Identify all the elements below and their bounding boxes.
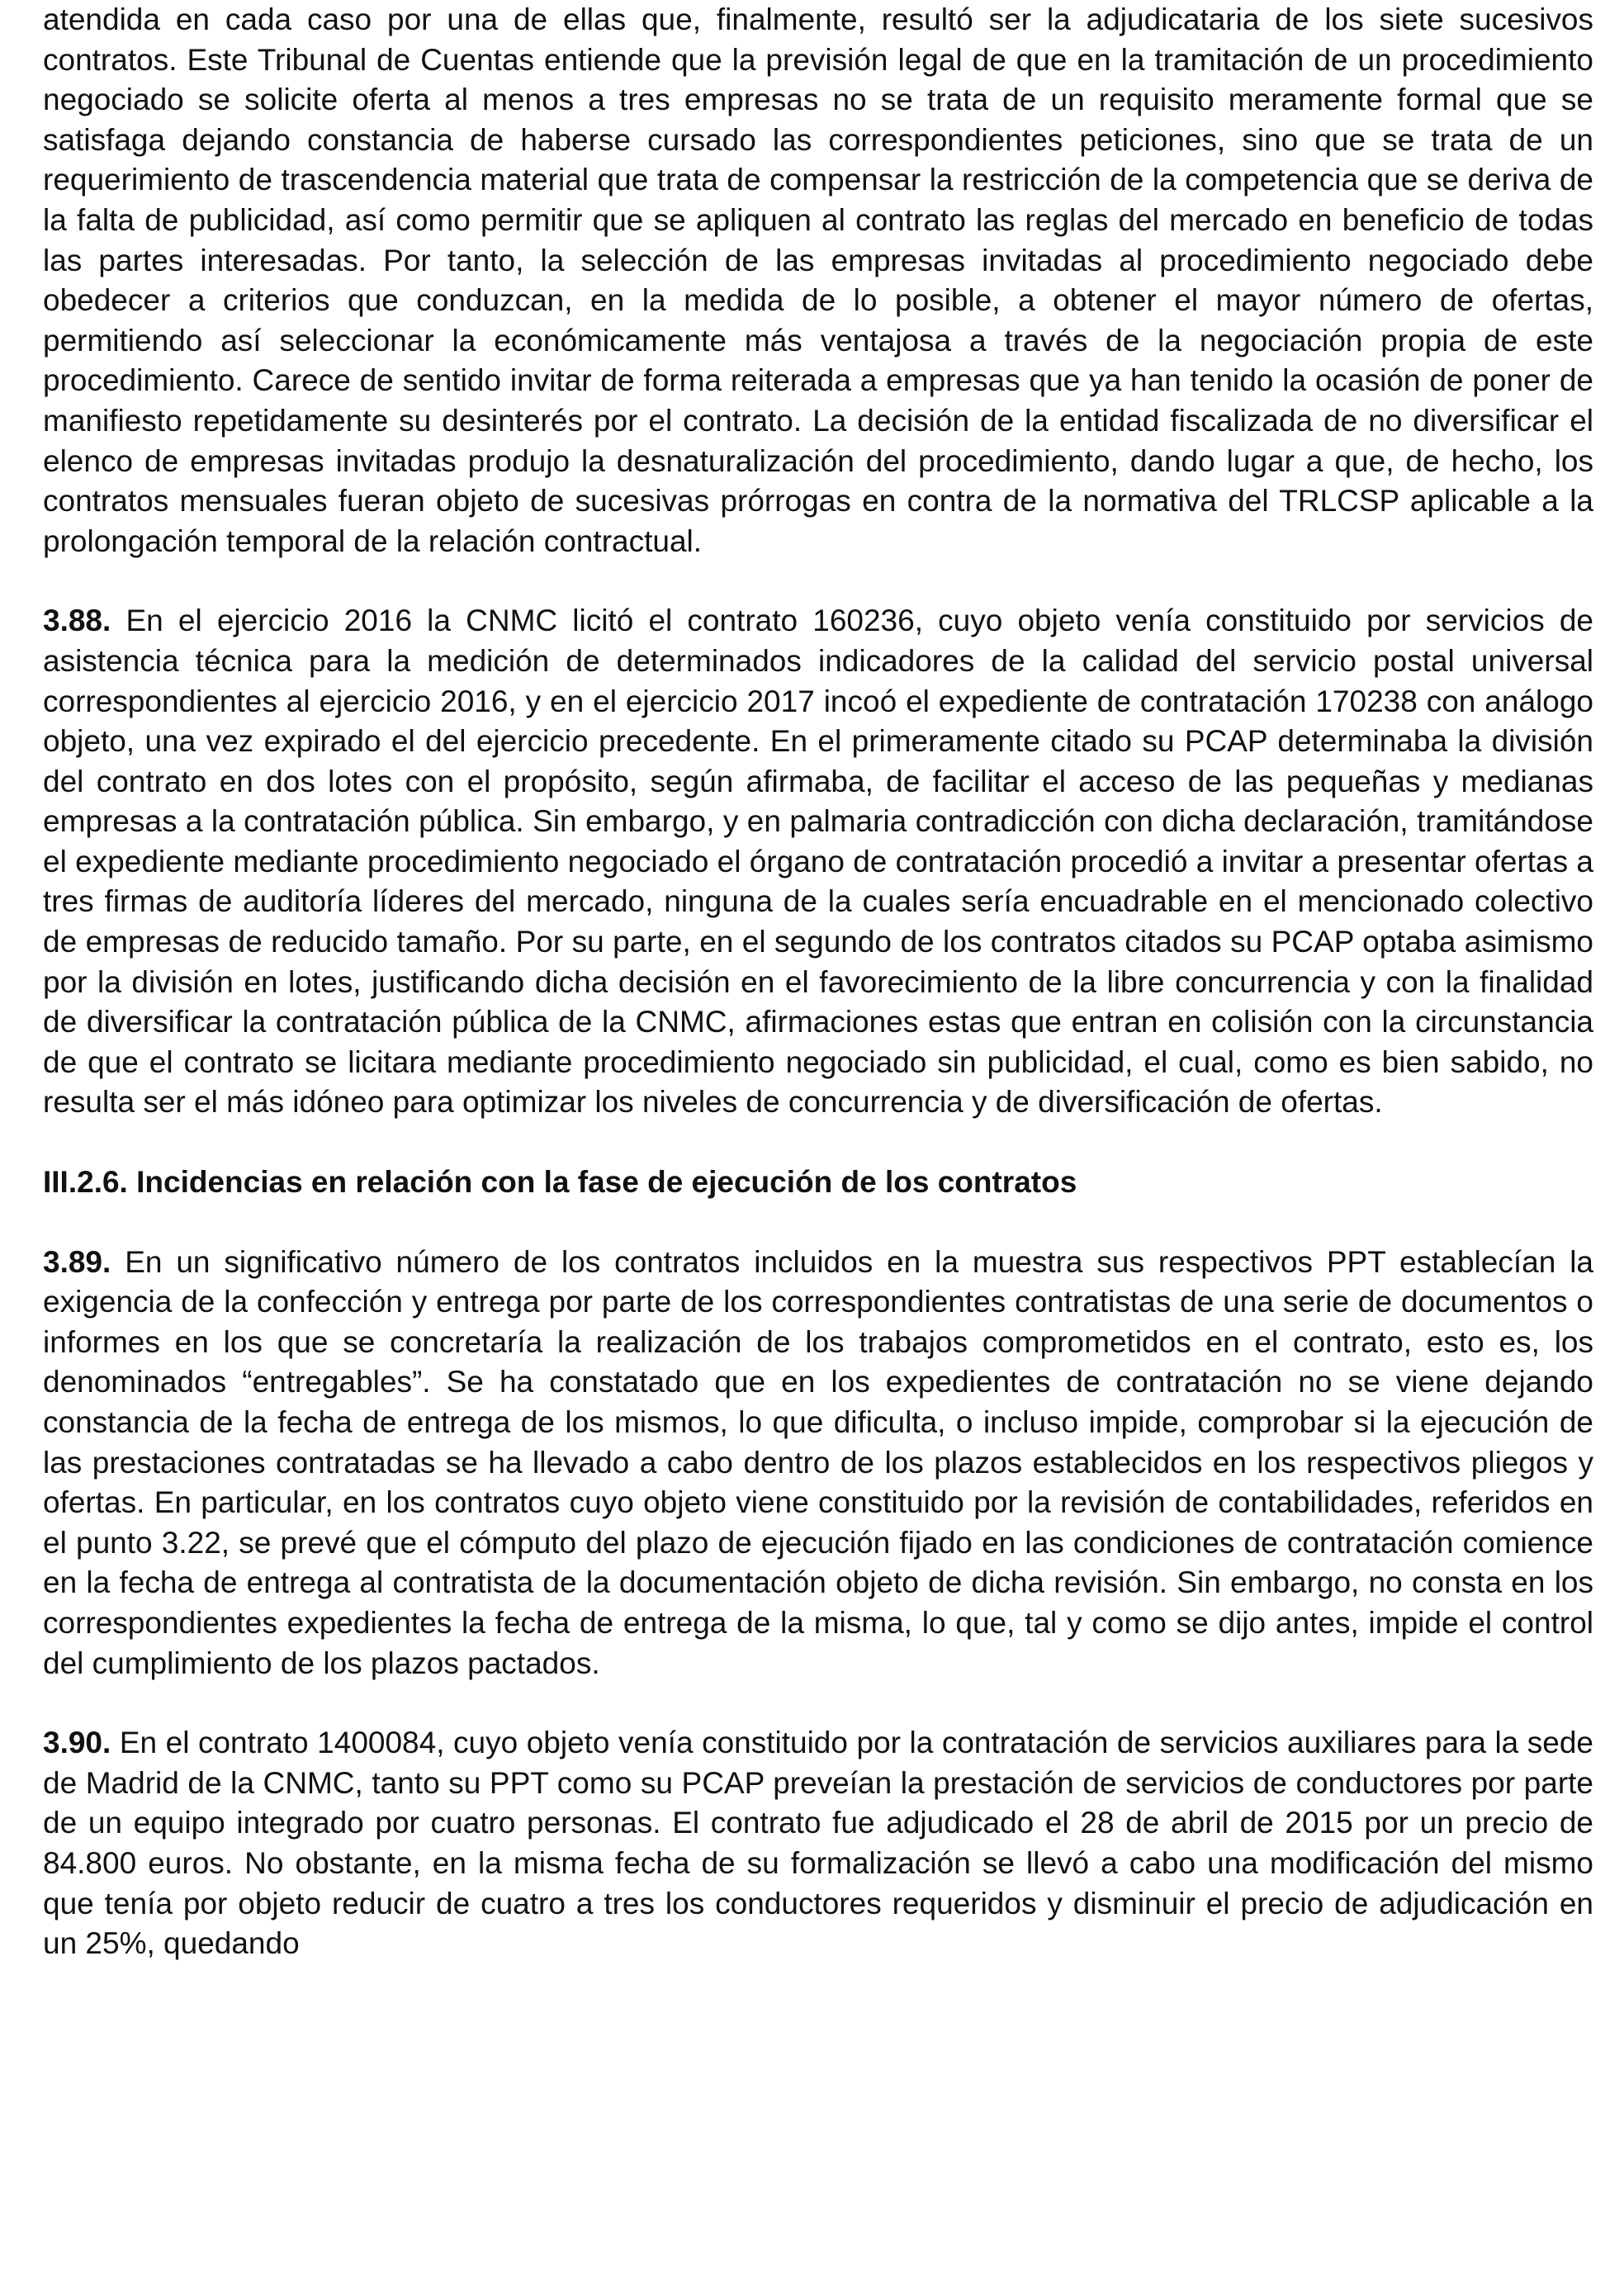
paragraph-3-88	[43, 601, 1593, 1123]
paragraph-number: 3.89.	[43, 1244, 111, 1279]
paragraph-text: En un significativo número de los contratos incluidos en la muestra sus respectivos PPT establecían la exigencia de la confección y entrega por parte de los correspondientes contratistas de una serie de documentos o informes en los que se concretaría la realización de los trabajos comprometidos en el contrato, esto es, los denominados “entregables”. Se ha constatado que en los expedientes de contratación no se viene dejando constancia de la fecha de entrega de los mismos, lo que dificulta, o incluso impide, comprobar si la ejecución de las prestaciones contratadas se ha llevado a cabo dentro de los plazos establecidos en los respectivos pliegos y ofertas. En particular, en los contratos cuyo objeto viene constituido por la revisión de contabilidades, referidos en el punto 3.22, se prevé que el cómputo del plazo de ejecución fijado en las condiciones de contratación comience en la fecha de entrega al contratista de la documentación objeto de dicha revisión. Sin embargo, no consta en los correspondientes expedientes la fecha de entrega de la misma, lo que, tal y como se dijo antes, impide el control del cumplimiento de los plazos pactados.	[43, 1244, 1593, 1680]
paragraph-3-89	[43, 1243, 1593, 1684]
paragraph-continuation	[43, 0, 1593, 561]
document-page	[43, 0, 1593, 1964]
paragraph-number: 3.88.	[43, 604, 111, 638]
paragraph-3-90	[43, 1723, 1593, 1964]
paragraph-text: atendida en cada caso por una de ellas que, finalmente, resultó ser la adjudicataria de los siete sucesivos contratos. Este Tribunal de Cuentas entiende que la previsión legal de que en la tramitación de un procedimiento negociado se solicite oferta al menos a tres empresas no se trata de un requisito meramente formal que se satisfaga dejando constancia de haberse cursado las correspondientes peticiones, sino que se trata de un requerimiento de trascendencia material que trata de compensar la restricción de la competencia que se deriva de la falta de publicidad, así como permitir que se apliquen al contrato las reglas del mercado en beneficio de todas las partes interesadas. Por tanto, la selección de las empresas invitadas al procedimiento negociado debe obedecer a criterios que conduzcan, en la medida de lo posible, a obtener el mayor número de ofertas, permitiendo así seleccionar la económicamente más ventajosa a través de la negociación propia de este procedimiento. Carece de sentido invitar de forma reiterada a empresas que ya han tenido la ocasión de poner de manifiesto repetidamente su desinterés por el contrato. La decisión de la entidad fiscalizada de no diversificar el elenco de empresas invitadas produjo la desnaturalización del procedimiento, dando lugar a que, de hecho, los contratos mensuales fueran objeto de sucesivas prórrogas en contra de la normativa del TRLCSP aplicable a la prolongación temporal de la relación contractual.	[43, 2, 1593, 558]
section-heading: III.2.6. Incidencias en relación con la fase de ejecución de los contratos	[43, 1165, 1077, 1200]
paragraph-text: En el ejercicio 2016 la CNMC licitó el contrato 160236, cuyo objeto venía constituido por servicios de asistencia técnica para la medición de determinados indicadores de la calidad del servicio postal universal correspondientes al ejercicio 2016, y en el ejercicio 2017 incoó el expediente de contratación 170238 con análogo objeto, una vez expirado el del ejercicio precedente. En el primeramente citado su PCAP determinaba la división del contrato en dos lotes con el propósito, según afirmaba, de facilitar el acceso de las pequeñas y medianas empresas a la contratación pública. Sin embargo, y en palmaria contradicción con dicha declaración, tramitándose el expediente mediante procedimiento negociado el órgano de contratación procedió a invitar a presentar ofertas a tres firmas de auditoría líderes del mercado, ninguna de la cuales sería encuadrable en el mencionado colectivo de empresas de reducido tamaño. Por su parte, en el segundo de los contratos citados su PCAP optaba asimismo por la división en lotes, justificando dicha decisión en el favorecimiento de la libre concurrencia y con la finalidad de diversificar la contratación pública de la CNMC, afirmaciones estas que entran en colisión con la circunstancia de que el contrato se licitara mediante procedimiento negociado sin publicidad, el cual, como es bien sabido, no resulta ser el más idóneo para optimizar los niveles de concurrencia y de diversificación de ofertas.	[43, 604, 1594, 1120]
paragraph-number: 3.90.	[43, 1726, 111, 1760]
paragraph-text: En el contrato 1400084, cuyo objeto venía constituido por la contratación de servicios auxiliares para la sede de Madrid de la CNMC, tanto su PPT como su PCAP preveían la prestación de servicios de conductores por parte de un equipo integrado por cuatro personas. El contrato fue adjudicado el 28 de abril de 2015 por un precio de 84.800 euros. No obstante, en la misma fecha de su formalización se llevó a cabo una modificación del mismo que tenía por objeto reducir de cuatro a tres los conductores requeridos y disminuir el precio de adjudicación en un 25%, quedando	[43, 1726, 1594, 1961]
